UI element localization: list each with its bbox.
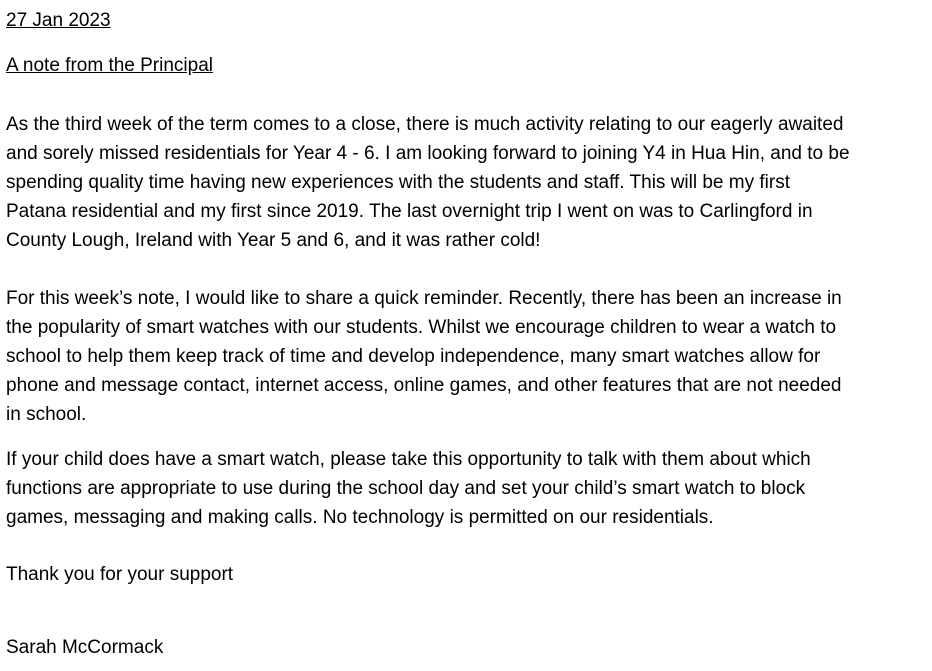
paragraph-smart-watches [6,284,911,429]
paragraph-line: the popularity of smart watches with our students. Whilst we encourage children to wear a watch to [6,317,837,338]
paragraph-line: and sorely missed residentials for Year 4 - 6. I am looking forward to joining Y4 in Hua Hin, and to be [6,143,850,164]
paragraph-line: phone and message contact, internet access, online games, and other features that are not needed [6,375,842,396]
paragraph-line: functions are appropriate to use during the school day and set your child’s smart watch to block [6,478,806,499]
paragraph-residentials [6,110,911,255]
document-date: 27 Jan 2023 [6,10,111,31]
paragraph-line: As the third week of the term comes to a close, there is much activity relating to our eagerly awaited [6,114,844,135]
paragraph-line: in school. [6,404,87,425]
paragraph-watch-settings [6,445,911,532]
paragraph-line: school to help them keep track of time and develop independence, many smart watches allow for [6,346,821,367]
paragraph-line: County Lough, Ireland with Year 5 and 6, and it was rather cold! [6,230,541,251]
paragraph-line: Patana residential and my first since 2019. The last overnight trip I went on was to Carlingford in [6,201,813,222]
closing-line: Thank you for your support [6,564,234,585]
signature-name: Sarah McCormack [6,637,164,658]
paragraph-line: games, messaging and making calls. No technology is permitted on our residentials. [6,507,714,528]
paragraph-line: spending quality time having new experiences with the students and staff. This will be my first [6,172,790,193]
paragraph-line: For this week’s note, I would like to share a quick reminder. Recently, there has been an increase in [6,288,842,309]
document-title: A note from the Principal [6,55,213,76]
paragraph-line: If your child does have a smart watch, please take this opportunity to talk with them about which [6,449,811,470]
